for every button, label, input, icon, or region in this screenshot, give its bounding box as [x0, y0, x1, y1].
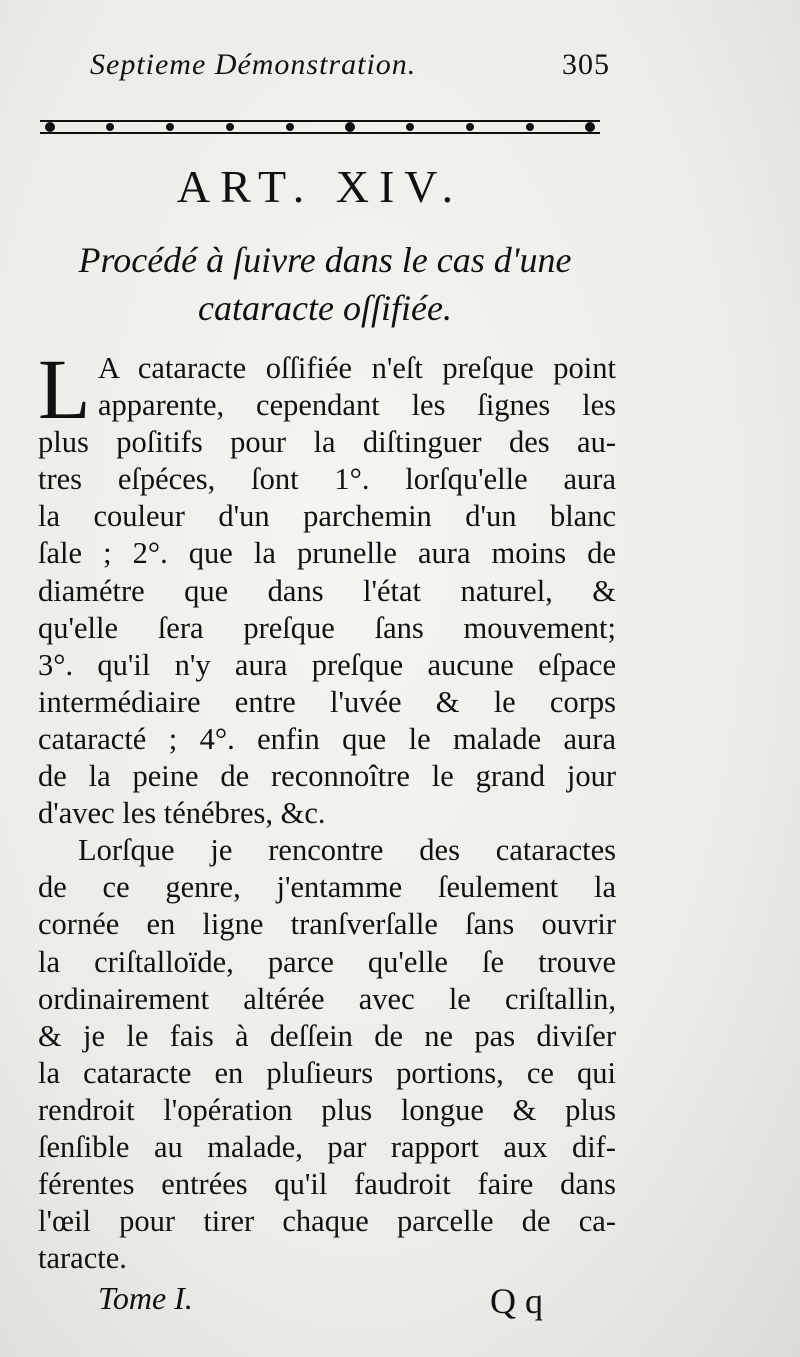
text-line: la criſtalloïde, parce qu'elle ſe trouve [38, 944, 616, 979]
text-line: & je le fais à deſſein de ne pas diviſer [38, 1018, 616, 1053]
text-line: plus poſitifs pour la diſtinguer des au- [38, 425, 616, 460]
text-line: l'œil pour tirer chaque parcelle de ca- [38, 1204, 616, 1239]
text-line: ſenſible au malade, par rapport aux dif- [38, 1129, 616, 1164]
body-text [38, 341, 616, 1277]
volume-mark: Tome I. [98, 1280, 193, 1316]
page-number: 305 [562, 48, 610, 81]
subtitle-line: Procédé à ſuivre dans le cas d'une [78, 240, 572, 280]
text-line: de la peine de reconnoître le grand jour [38, 759, 616, 794]
text-line: apparente, cependant les ſignes les [98, 388, 616, 423]
ornamental-rule [30, 112, 610, 142]
text-line: cornée en ligne tranſverſalle ſans ouvrir [38, 907, 616, 942]
text-line: intermédiaire entre l'uvée & le corps [38, 684, 616, 719]
running-head-title: Septieme Démonstration. [90, 48, 417, 81]
article-subtitle [30, 236, 620, 332]
text-line: cataracté ; 4°. enfin que le malade aura [38, 721, 616, 756]
text-line: ſale ; 2°. que la prunelle aura moins de [38, 536, 616, 571]
text-line: la couleur d'un parchemin d'un blanc [38, 499, 616, 534]
running-head [90, 48, 610, 82]
signature-mark: Q q [490, 1281, 543, 1321]
text-line: Lorſque je rencontre des cataractes [78, 833, 616, 868]
article-heading: ART. XIV. [176, 161, 464, 212]
text-line: d'avec les ténébres, &c. [38, 796, 326, 831]
text-line: qu'elle ſera preſque ſans mouvement; [38, 610, 616, 645]
text-line: 3°. qu'il n'y aura preſque aucune eſpace [38, 647, 616, 682]
text-line: de ce genre, j'entamme ſeulement la [38, 870, 616, 905]
drop-cap: L [38, 341, 91, 437]
text-line: taracte. [38, 1241, 127, 1276]
text-line: rendroit l'opération plus longue & plus [38, 1092, 616, 1127]
text-line: la cataracte en pluſieurs portions, ce qui [38, 1055, 616, 1090]
text-line: diamétre que dans l'état naturel, & [38, 573, 616, 608]
text-line: tres eſpéces, ſont 1°. lorſqu'elle aura [38, 462, 616, 497]
text-line: ordinairement altérée avec le criſtallin, [38, 981, 616, 1016]
subtitle-line: cataracte oſſifiée. [198, 288, 452, 328]
text-line: férentes entrées qu'il faudroit faire dans [38, 1167, 616, 1202]
text-line: A cataracte oſſifiée n'eſt preſque point [98, 351, 616, 385]
